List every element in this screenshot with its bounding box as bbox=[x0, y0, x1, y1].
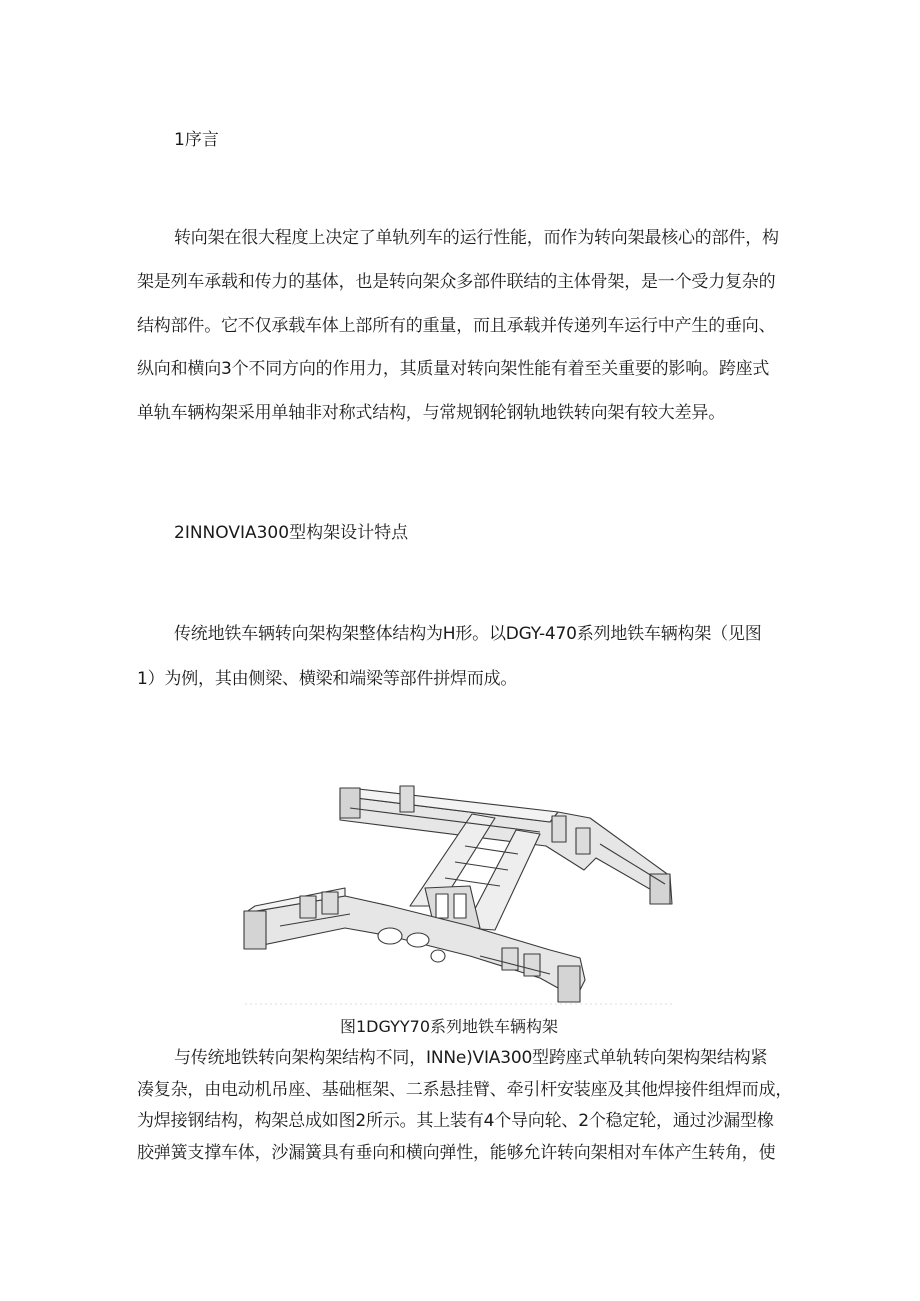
paragraph-intro bbox=[137, 217, 787, 436]
paragraph-line: 纵向和横向3个不同方向的作用力，其质量对转向架性能有着至关重要的影响。跨座式 bbox=[137, 359, 770, 380]
section-heading-preface: 1序言 bbox=[174, 130, 219, 150]
paragraph-line: 凑复杂，由电动机吊座、基础框架、二系悬挂臂、牵引杆安装座及其他焊接件组焊而成， bbox=[137, 1079, 793, 1100]
front-side-beam bbox=[245, 896, 585, 1000]
paragraph-line: 与传统地铁转向架构架结构不同，INNe)VIA300型跨座式单轨转向架构架结构紧 bbox=[174, 1048, 768, 1068]
paragraph-line: 传统地铁车辆转向架构架整体结构为H形。以DGY-470系列地铁车辆构架（见图 bbox=[174, 624, 762, 644]
paragraph-line: 单轨车辆构架采用单轴非对称式结构，与常规钢轮钢轨地铁转向架有较大差异。 bbox=[137, 403, 725, 424]
paragraph-line: 1）为例，其由侧梁、横梁和端梁等部件拼焊而成。 bbox=[137, 669, 518, 689]
paragraph-line: 结构部件。它不仅承载车体上部所有的重量，而且承载并传递列车运行中产生的垂向、 bbox=[137, 315, 776, 336]
paragraph-line: 为焊接钢结构，构架总成如图2所示。其上装有4个导向轮、2个稳定轮，通过沙漏型橡 bbox=[137, 1111, 774, 1131]
section-heading-design-features: 2INNOVIA300型构架设计特点 bbox=[174, 523, 409, 543]
bogie-frame-illustration bbox=[240, 778, 680, 1010]
figure-caption: 图1DGYY70系列地铁车辆构架 bbox=[340, 1017, 559, 1036]
paragraph-line: 胶弹簧支撑车体，沙漏簧具有垂向和横向弹性，能够允许转向架相对车体产生转角，使 bbox=[137, 1142, 776, 1163]
paragraph-traditional-frame bbox=[137, 612, 787, 702]
paragraph-line: 转向架在很大程度上决定了单轨列车的运行性能，而作为转向架最核心的部件，构 bbox=[174, 228, 779, 248]
paragraph-innovia-frame bbox=[137, 1043, 793, 1169]
paragraph-line: 架是列车承载和传力的基体，也是转向架众多部件联结的主体骨架，是一个受力复杂的 bbox=[137, 271, 776, 292]
